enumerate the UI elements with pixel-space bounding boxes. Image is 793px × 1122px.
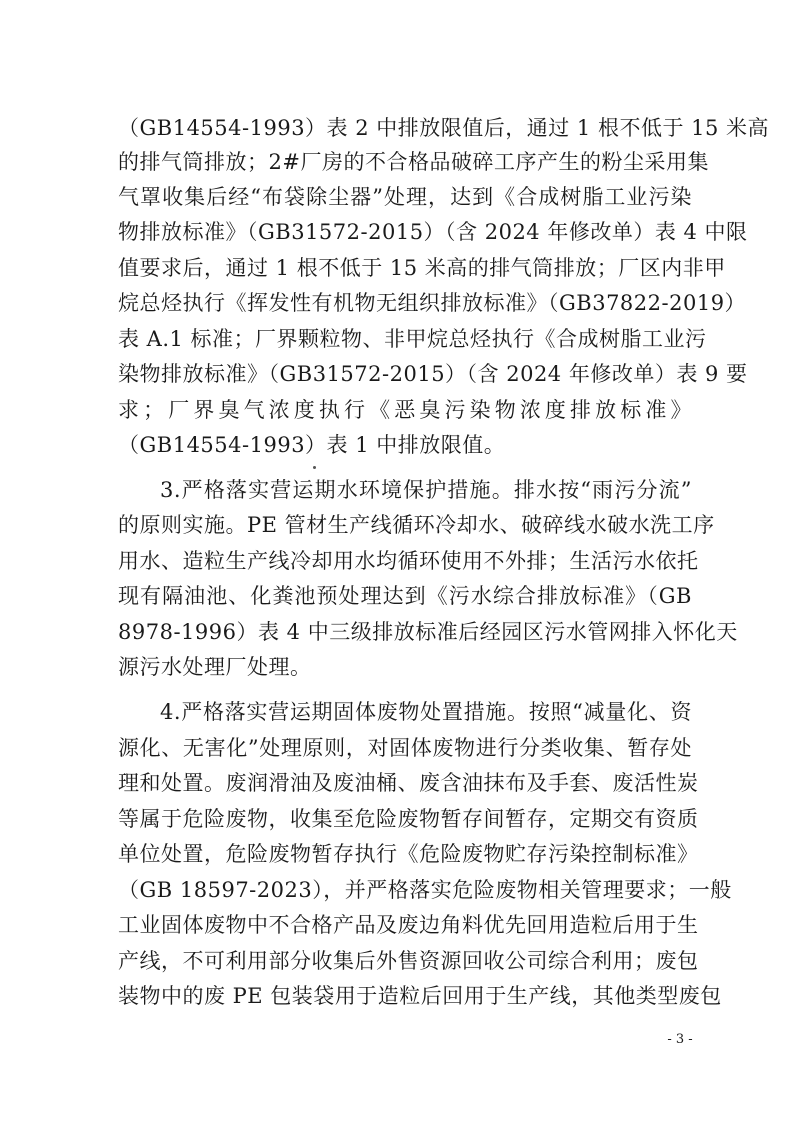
text-line: 用水、造粒生产线冷却用水均循环使用不外排；生活污水依托 (118, 549, 699, 573)
text-line: 源化、无害化”处理原则，对固体废物进行分类收集、暂存处 (118, 736, 692, 760)
text-line: 气罩收集后经“布袋除尘器”处理，达到《合成树脂工业污染 (118, 185, 692, 209)
text-line: 值要求后，通过 1 根不低于 15 米高的排气筒排放；厂区内非甲 (118, 256, 726, 280)
text-line: 的排气筒排放；2#厂房的不合格品破碎工序产生的粉尘采用集 (118, 150, 709, 174)
text-line: 源污水处理厂处理。 (118, 655, 312, 679)
text-line: 装物中的废 PE 包装袋用于造粒后回用于生产线，其他类型废包 (118, 984, 722, 1008)
text-line: （GB14554-1993）表 1 中排放限值。 (118, 433, 506, 457)
text-line: 现有隔油池、化粪池预处理达到《污水综合排放标准》（GB (118, 584, 692, 608)
text-line: （GB 18597-2023），并严格落实危险废物相关管理要求；一般 (118, 878, 732, 902)
text-line: 烷总烃执行《挥发性有机物无组织排放标准》（GB37822-2019） (118, 291, 747, 315)
paragraph-4-first-line: 4.严格落实营运期固体废物处置措施。按照“减量化、资 (160, 700, 692, 724)
text-line: 8978-1996）表 4 中三级排放标准后经园区污水管网排入怀化天 (118, 620, 738, 644)
text-line: 表 A.1 标准；厂界颗粒物、非甲烷总烃执行《合成树脂工业污 (118, 327, 707, 351)
text-line: （GB14554-1993）表 2 中排放限值后，通过 1 根不低于 15 米高 (118, 116, 770, 140)
text-line: 求；厂界臭气浓度执行《恶臭污染物浓度排放标准》 (118, 398, 692, 422)
text-line: 理和处置。废润滑油及废油桶、废含油抹布及手套、废活性炭 (118, 771, 699, 795)
stray-mark (313, 466, 316, 469)
text-line: 的原则实施。PE 管材生产线循环冷却水、破碎线水破水洗工序 (118, 513, 715, 537)
text-line: 产线，不可利用部分收集后外售资源回收公司综合利用；废包 (118, 949, 699, 973)
text-line: 染物排放标准》（GB31572-2015）（含 2024 年修改单）表 9 要 (118, 362, 748, 386)
text-line: 单位处置，危险废物暂存执行《危险废物贮存污染控制标准》 (118, 842, 699, 866)
text-line: 物排放标准》（GB31572-2015）（含 2024 年修改单）表 4 中限 (118, 220, 748, 244)
text-line: 工业固体废物中不合格产品及废边角料优先回用造粒后用于生 (118, 913, 699, 937)
text-line: 等属于危险废物，收集至危险废物暂存间暂存，定期交有资质 (118, 807, 699, 831)
paragraph-3-first-line: 3.严格落实营运期水环境保护措施。排水按“雨污分流” (160, 478, 692, 502)
page-number: - 3 - (667, 1032, 693, 1047)
